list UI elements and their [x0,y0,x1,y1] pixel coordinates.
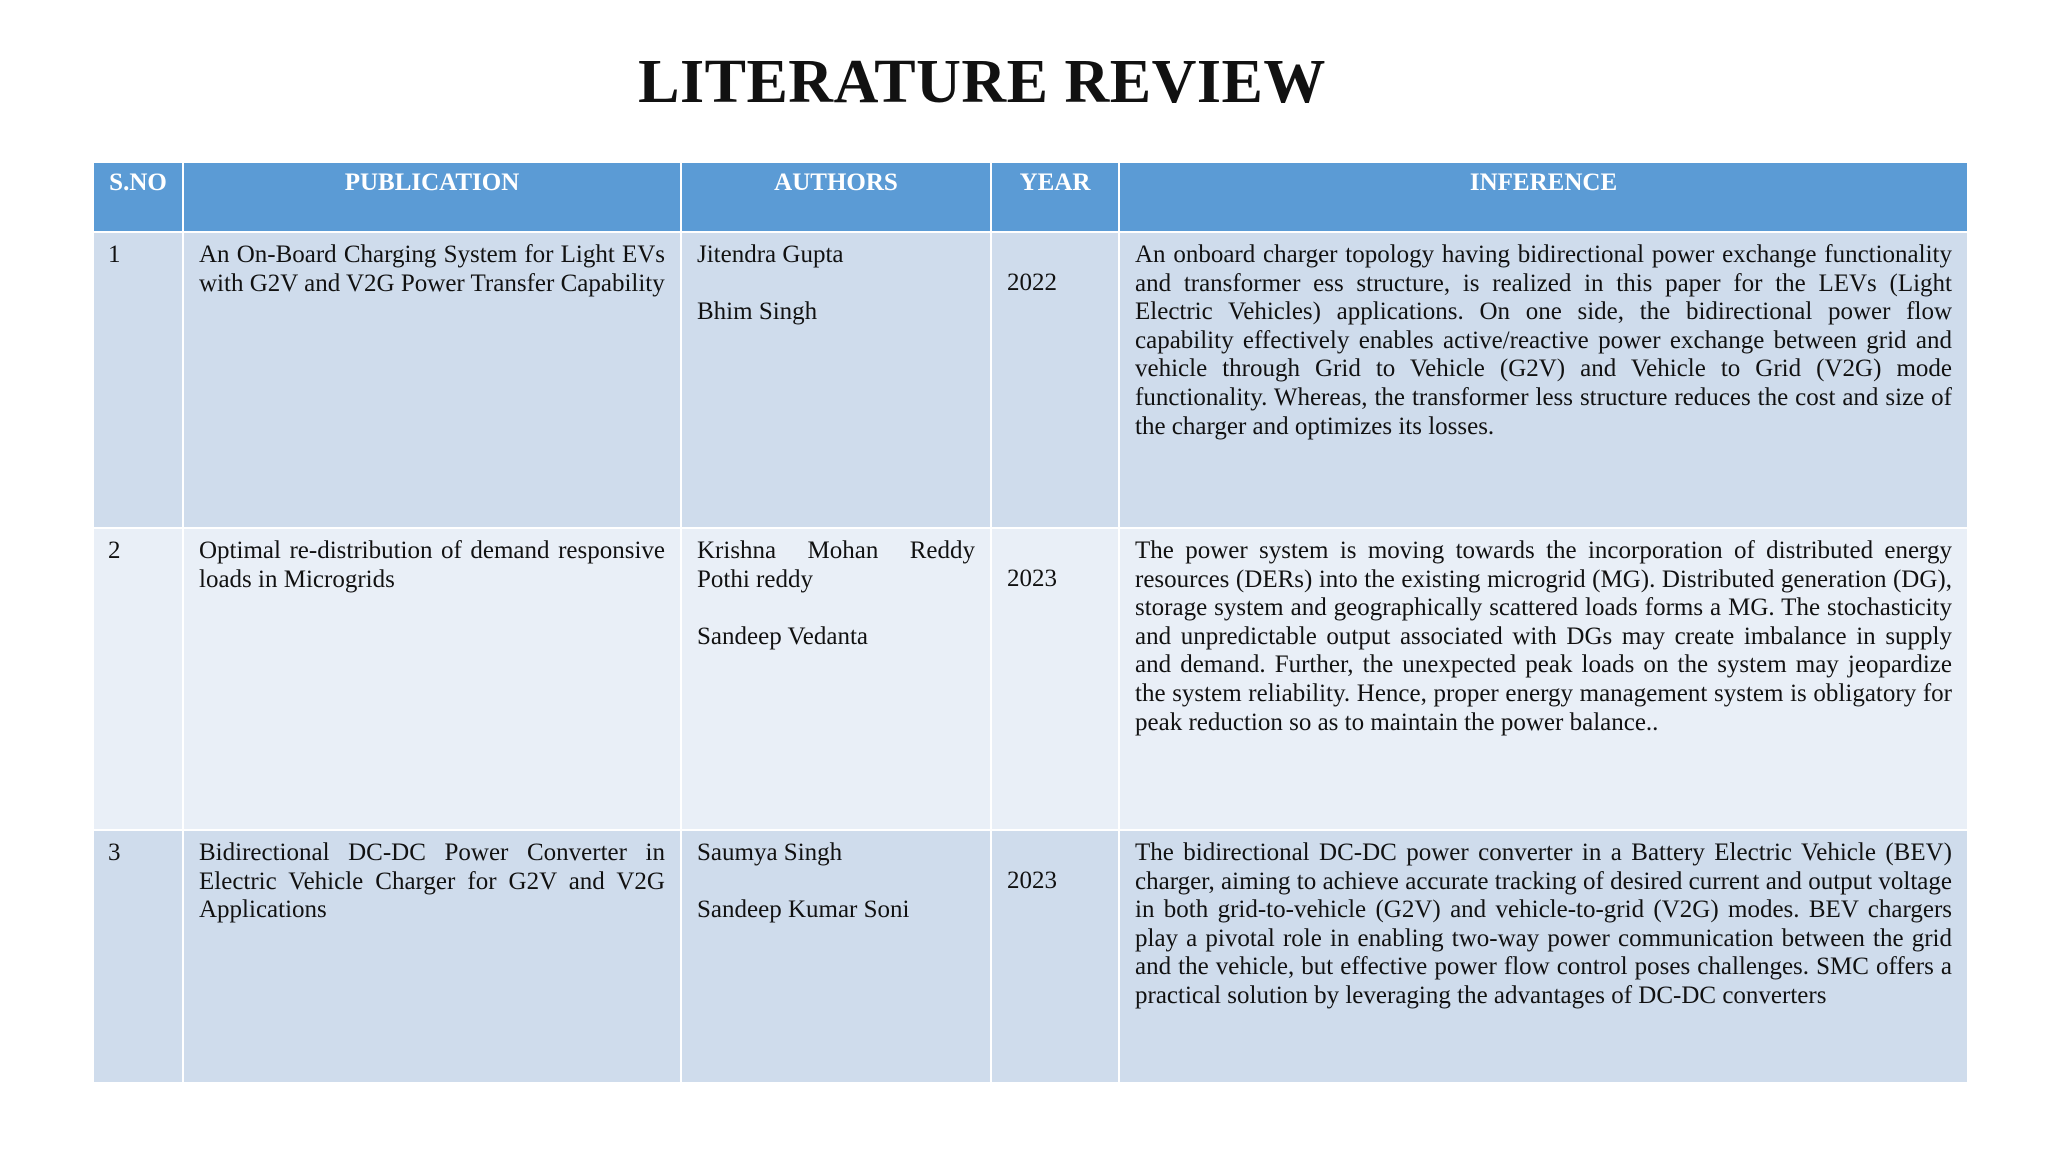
cell-publication: An On-Board Charging System for Light EVs with G2V and V2G Power Transfer Capability [183,232,681,528]
cell-publication: Bidirectional DC-DC Power Converter in Electric Vehicle Charger for G2V and V2G Applications [183,830,681,1083]
cell-year: 2023 [991,528,1119,830]
column-header-authors: AUTHORS [681,162,991,232]
author-name: Sandeep Vedanta [697,622,869,650]
author-name: Sandeep Kumar Soni [697,896,910,924]
table-row [93,528,1968,830]
cell-authors [681,232,991,528]
column-header-year: YEAR [991,162,1119,232]
column-header-inference: INFERENCE [1119,162,1968,232]
table-header-row [93,162,1968,232]
column-header-sno: S.NO [93,162,183,232]
author-name: Bhim Singh [697,298,818,326]
table-row [93,232,1968,528]
page-title: LITERATURE REVIEW [638,48,1326,116]
cell-authors [681,830,991,1083]
cell-sno: 3 [93,830,183,1083]
author-name: Krishna Mohan Reddy Pothi reddy [697,537,975,593]
column-header-publication: PUBLICATION [183,162,681,232]
cell-publication: Optimal re-distribution of demand responsive loads in Microgrids [183,528,681,830]
cell-inference: The power system is moving towards the incorporation of distributed energy resources (DERs) into the existing microgrid (MG). Distributed generation (DG), storage system and geographically scattered loads forms a MG. The stochasticity and unpredictable output associated with DGs may create imbalance in supply and demand. Further, the unexpected peak loads on the system may jeopardize the system reliability. Hence, proper energy management system is obligatory for peak reduction so as to maintain the power balance.. [1119,528,1968,830]
literature-review-table [92,161,1969,1084]
cell-year: 2023 [991,830,1119,1083]
cell-year: 2022 [991,232,1119,528]
table-row [93,830,1968,1083]
cell-sno: 1 [93,232,183,528]
author-name: Saumya Singh [697,839,843,866]
author-name: Jitendra Gupta [697,241,844,268]
cell-inference: An onboard charger topology having bidirectional power exchange functionality and transformer ess structure, is realized in this paper for the LEVs (Light Electric Vehicles) applications. On one side, the bidirectional power flow capability effectively enables active/reactive power exchange between grid and vehicle through Grid to Vehicle (G2V) and Vehicle to Grid (V2G) mode functionality. Whereas, the transformer less structure reduces the cost and size of the charger and optimizes its losses. [1119,232,1968,528]
cell-authors [681,528,991,830]
cell-sno: 2 [93,528,183,830]
cell-inference: The bidirectional DC-DC power converter in a Battery Electric Vehicle (BEV) charger, aiming to achieve accurate tracking of desired current and output voltage in both grid-to-vehicle (G2V) and vehicle-to-grid (V2G) modes. BEV chargers play a pivotal role in enabling two-way power communication between the grid and the vehicle, but effective power flow control poses challenges. SMC offers a practical solution by leveraging the advantages of DC-DC converters [1119,830,1968,1083]
